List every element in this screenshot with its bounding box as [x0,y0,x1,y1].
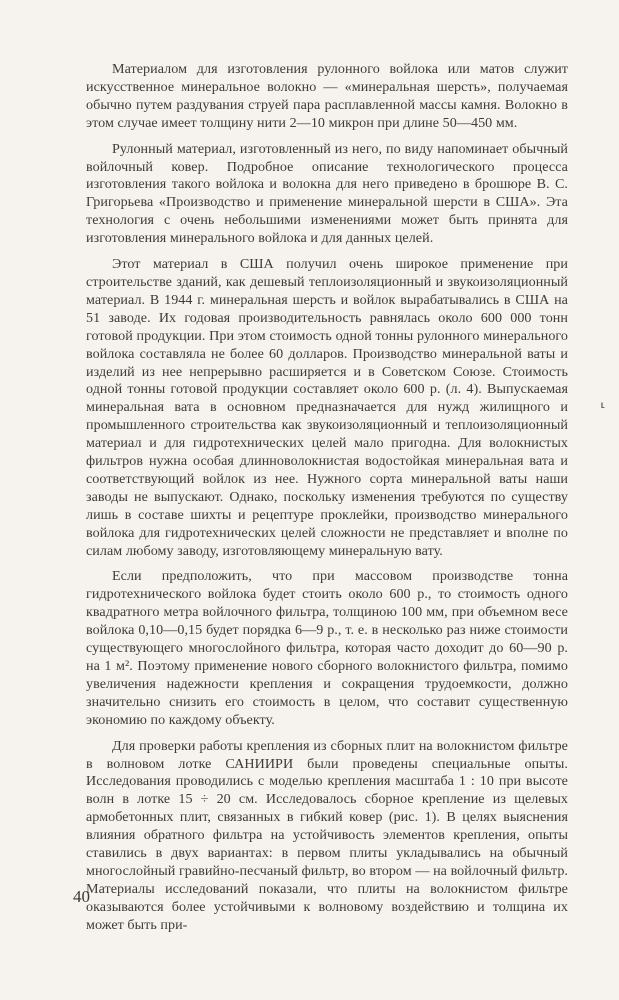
margin-mark: ⸤ [600,392,606,410]
paragraph-usa-application: Этот материал в США получил очень широкое применение при строительстве зданий, как дешевый теплоизоляционный и звукоизоляционный материал. В 1944 г. минеральная шерсть и войлок вырабатывались в США на 51 заводе. Их годовая производительность равнялась около 600 000 тонн готовой продукции. При этом стоимость одной тонны рулонного минерального войлока составляла не более 60 долларов. Производство минеральной ваты и изделий из нее непрерывно расширяется и в Советском Союзе. Стоимость одной тонны готовой продукции составляет около 600 р. (л. 4). Выпускаемая минеральная вата в основном предназначается для нужд жилищного и промышленного строительства как звукоизоляционный и теплоизоляционный материал и для гидротехнических целей мало пригодна. Для волокнистых фильтров нужна особая длинноволокнистая водостойкая минеральная вата и соответствующий войлок из нее. Нужного сорта минеральной ваты наши заводы не выпускают. Однако, поскольку изменения требуются по существу лишь в составе шихты и рецептуре проклейки, производство минерального войлока для гидротехнических целей сложности не представляет и вполне по силам любому заводу, изготовляющему минеральную вату. [86,256,568,559]
paragraph-roll-material: Рулонный материал, изготовленный из него, по виду напоминает обычный войлочный ковер. Подробное описание технологического процесса изготовления такого войлока и волокна для него приведено в брошюре В. С. Григорьева «Производство и применение минеральной шерсти в США». Эта технология с очень небольшими изменениями может быть принята для изготовления минерального войлока и для данных целей. [86,140,568,247]
paragraph-cost-estimate: Если предположить, что при массовом производстве тонна гидротехнического войлока будет стоить около 600 р., то стоимость одного квадратного метра войлочного фильтра, толщиною 100 мм, при объемном весе войлока 0,10—0,15 будет порядка 6—9 р., т. е. в несколько раз ниже стоимости существующего многослойного фильтра, которая часто доходит до 60—90 р. на 1 м². Поэтому применение нового сборного волокнистого фильтра, помимо увеличения надежности крепления и сокращения трудоемкости, должно значительно снизить его стоимость в целом, что составит существенную экономию по каждому объекту. [86,568,568,728]
paragraph-material-description: Материалом для изготовления рулонного войлока или матов служит искусственное минеральное волокно — «минеральная шерсть», получаемая обычно путем раздувания струей пара расплавленной массы камня. Волокно в этом случае имеет толщину нити 2—10 микрон при длине 50—450 мм. [86,61,568,131]
page-number: 40 [73,887,90,906]
text-column [86,61,568,943]
paragraph-experiments: Для проверки работы крепления из сборных плит на волокнистом фильтре в волновом лотке САНИИРИ были проведены специальные опыты. Исследования проводились с моделью крепления масштаба 1 : 10 при высоте волн в лотке 15 ÷ 20 см. Исследовалось сборное крепление из щелевых армобетонных плит, связанных в гибкий ковер (рис. 1). В целях выяснения влияния обратного фильтра на устойчивость элементов крепления, опыты ставились в двух вариантах: в первом плиты укладывались на обычный многослойный гравийно-песчаный фильтр, во втором — на войлочный фильтр. Материалы исследований показали, что плиты на волокнистом фильтре оказываются более устойчивыми к волновому воздействию и толщина их может быть при- [86,737,568,933]
